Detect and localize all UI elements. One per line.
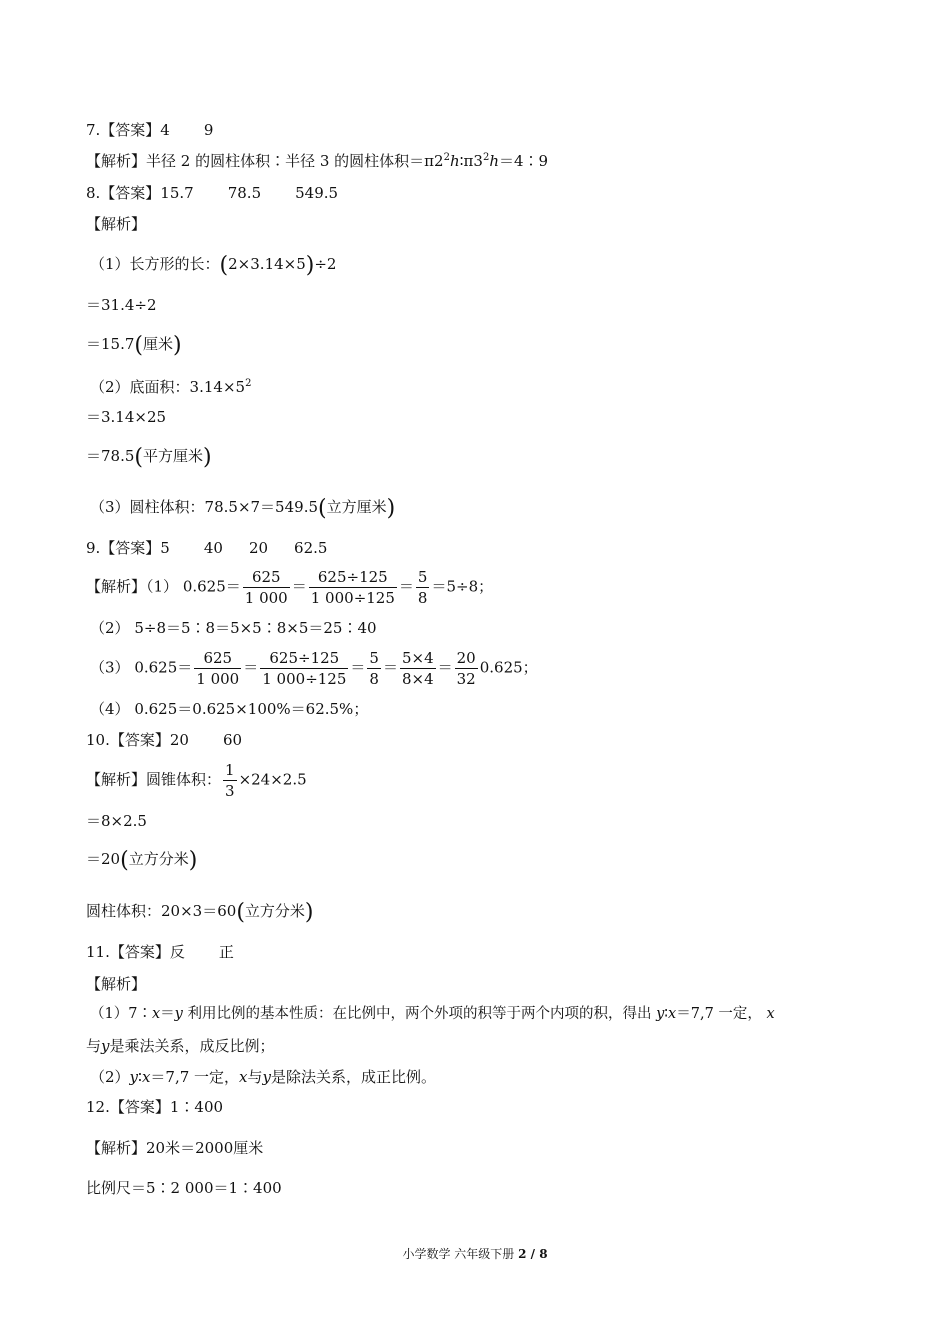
q11-l1-b: ＝ xyxy=(160,1006,175,1022)
q9-l3-f5n: 20 xyxy=(456,649,476,667)
q8-s3-label: （3）圆柱体积： xyxy=(90,498,205,516)
q7-answer-1: 7.【答案】4 xyxy=(86,121,170,139)
q9-l3-eq3: ＝ xyxy=(382,658,398,677)
q8-s2-unit: 平方厘米 xyxy=(143,447,204,465)
footer-title: 小学数学 六年级下册 xyxy=(402,1247,515,1261)
q8-s1-step3-val: ＝15.7 xyxy=(86,335,135,353)
q11-l3-d: 与 xyxy=(247,1068,263,1086)
q8-s2-exp: 2 xyxy=(245,378,252,389)
q11-l1-c: 利用比例的基本性质：在比例中，两个外项的积等于两个内项的积，得出 xyxy=(182,1006,657,1022)
q11-l3-e: 是除法关系，成正比例。 xyxy=(271,1068,437,1086)
q11-l3-x2: x xyxy=(239,1068,248,1086)
q10-answer-2: 60 xyxy=(222,731,243,749)
q9-l3-frac1 xyxy=(194,648,241,689)
q9-l3-f1d: 1 000 xyxy=(196,670,240,688)
q9-l1-tail: ＝5÷8； xyxy=(431,577,494,596)
q11-l3-x: x xyxy=(141,1068,151,1086)
q9-answer-3: 20 xyxy=(248,539,269,557)
q11-l1-x2: x xyxy=(668,1006,677,1022)
q11-l3-c: ＝7,7 一定， xyxy=(150,1068,240,1086)
q9-l3-tail: 0.625； xyxy=(479,658,538,677)
q7-h1: h xyxy=(449,152,460,170)
q11-l2-a: 与 xyxy=(86,1037,102,1055)
q10-line4: 圆柱体积：20×3＝60(立方分米) xyxy=(86,900,314,925)
q11-line1 xyxy=(90,1004,775,1024)
q9-line2 xyxy=(90,618,377,638)
q8-s2-step3: ＝78.5(平方厘米) xyxy=(86,445,212,470)
q11-l1-e: ＝7,7 一定， xyxy=(676,1006,762,1022)
q8-analysis-head: 【解析】 xyxy=(86,215,147,233)
q9-l3-f4d: 8×4 xyxy=(401,670,434,688)
q10-l1-label: 【解析】圆锥体积： xyxy=(86,770,222,789)
q9-l1-f1d: 1 000 xyxy=(244,589,288,607)
q8-s2-step2: ＝3.14×25 xyxy=(86,408,167,426)
q9-l2-label: （2） xyxy=(90,619,130,637)
q10-answer xyxy=(86,730,242,750)
q9-l3-f4n: 5×4 xyxy=(401,649,434,667)
q8-s3-unit: 立方厘米 xyxy=(326,498,387,516)
q9-l4-expr: 0.625＝0.625×100%＝62.5%； xyxy=(134,700,369,718)
q9-l3-f2d: 1 000÷125 xyxy=(262,670,347,688)
q8-s3-expr: 78.5×7＝549.5 xyxy=(204,498,318,516)
q10-line1 xyxy=(86,760,307,801)
q7-answer xyxy=(86,120,213,140)
q11-l1-y: y xyxy=(174,1006,183,1022)
q11-answer-2: 正 xyxy=(218,943,234,961)
q8-s1-step2: ＝31.4÷2 xyxy=(86,296,157,314)
q8-s2-label: （2）底面积： xyxy=(90,378,190,396)
q9-l4-label: （4） xyxy=(90,700,130,718)
q9-l1-frac2 xyxy=(309,567,397,608)
q11-l3-y: y xyxy=(129,1068,139,1086)
q9-l3-frac4 xyxy=(400,648,436,689)
q9-l3-eq2: ＝ xyxy=(350,658,366,677)
q10-l4-unit: 立方分米 xyxy=(244,902,305,920)
q11-l1-x: x xyxy=(151,1006,161,1022)
q7-h2: h xyxy=(489,152,499,170)
q8-s2-step3-val: ＝78.5 xyxy=(86,447,135,465)
q11-l1-x3: x xyxy=(766,1006,775,1022)
q11-analysis-head: 【解析】 xyxy=(86,975,147,993)
q8-step1: （1）长方形的长：(2×3.14×5)÷2 xyxy=(90,253,337,278)
q9-line1 xyxy=(86,567,493,608)
q9-l1-f2n: 625÷125 xyxy=(309,567,397,588)
q7-ratio-sep: ∶π3 xyxy=(459,152,483,170)
q8-s1-unit: 厘米 xyxy=(143,335,174,353)
q9-l3-f3n: 5 xyxy=(369,649,379,667)
q12-answer: 12.【答案】1∶400 xyxy=(86,1098,224,1116)
q9-l1-a: 0.625＝ xyxy=(182,577,241,596)
q8-s1-expr: 2×3.14×5 xyxy=(228,255,306,273)
page-footer xyxy=(0,1246,950,1262)
q10-l4-expr: 20×3＝60 xyxy=(161,902,237,920)
q9-l1-eq2: ＝ xyxy=(398,577,414,596)
q9-l3-label: （3） xyxy=(90,658,130,677)
q8-answer-2: 78.5 xyxy=(227,184,262,202)
q7-exp2: 2 xyxy=(482,152,490,163)
footer-page-number: 2 / 8 xyxy=(518,1247,548,1261)
q8-s2-expr: 3.14×5 xyxy=(189,378,246,396)
q10-l1-frac xyxy=(223,760,237,801)
q8-step2 xyxy=(90,377,251,397)
q9-l3-eq1: ＝ xyxy=(243,658,259,677)
q8-answer xyxy=(86,183,338,203)
q9-answer xyxy=(86,538,327,558)
q11-l2-y: y xyxy=(101,1037,110,1055)
q9-answer-1: 9.【答案】5 xyxy=(86,539,170,557)
q10-answer-1: 10.【答案】20 xyxy=(86,731,189,749)
q10-l1-fn: 1 xyxy=(225,761,235,779)
q7-exp1: 2 xyxy=(443,152,450,163)
q7-analysis-text: 【解析】半径 2 的圆柱体积∶半径 3 的圆柱体积＝π2 xyxy=(86,152,444,170)
q11-l3-a: （2） xyxy=(90,1068,130,1086)
q9-l3-frac3 xyxy=(367,648,381,689)
q11-l1-y2: y xyxy=(656,1006,665,1022)
q11-l1-a: （1）7∶ xyxy=(90,1006,152,1022)
q9-l1-eq1: ＝ xyxy=(291,577,307,596)
q12-line2: 比例尺＝5∶2 000＝1∶400 xyxy=(86,1179,282,1197)
q7-analysis xyxy=(86,151,548,171)
q11-l1-d: ∶ xyxy=(664,1006,669,1022)
q11-l3-y2: y xyxy=(262,1068,271,1086)
q8-s1-step3: ＝15.7(厘米) xyxy=(86,333,182,358)
q7-answer-2: 9 xyxy=(203,121,214,139)
q12-line1: 【解析】20米＝2000厘米 xyxy=(86,1139,264,1157)
q11-l3-b: ∶ xyxy=(138,1068,142,1086)
q9-l1-f3n: 5 xyxy=(417,568,428,586)
q8-answer-1: 8.【答案】15.7 xyxy=(86,184,194,202)
q8-step3: （3）圆柱体积：78.5×7＝549.5(立方厘米) xyxy=(90,496,396,521)
q11-answer xyxy=(86,942,234,962)
q9-l3-frac2 xyxy=(260,648,348,689)
q9-l1-frac1 xyxy=(243,567,290,608)
q9-line4 xyxy=(90,699,368,719)
q9-l3-frac5 xyxy=(455,648,478,689)
q9-l1-frac3 xyxy=(416,567,430,608)
q9-l3-f3d: 8 xyxy=(369,670,379,688)
q11-line3 xyxy=(90,1067,436,1087)
q9-l3-f2n: 625÷125 xyxy=(260,648,348,669)
q10-line3: ＝20(立方分米) xyxy=(86,848,198,873)
q9-answer-4: 62.5 xyxy=(294,539,328,557)
q10-l4-label: 圆柱体积： xyxy=(86,902,162,920)
q10-l1-tail: ×24×2.5 xyxy=(238,770,307,789)
q7-result: ＝4∶9 xyxy=(498,152,549,170)
q10-l3-val: ＝20 xyxy=(86,850,121,868)
q9-answer-2: 40 xyxy=(203,539,223,557)
q9-l1-label: 【解析】（1） xyxy=(86,577,179,596)
q10-l3-unit: 立方分米 xyxy=(128,850,189,868)
q9-line3 xyxy=(90,648,538,689)
q9-l3-f5d: 32 xyxy=(456,670,476,688)
q9-l3-eq4: ＝ xyxy=(437,658,453,677)
q8-s1-tail: ÷2 xyxy=(314,255,337,273)
q8-answer-3: 549.5 xyxy=(295,184,339,202)
q9-l1-f2d: 1 000÷125 xyxy=(310,589,395,607)
q9-l1-f1n: 625 xyxy=(243,567,290,588)
q9-l3-f1n: 625 xyxy=(194,648,241,669)
q9-l2-expr: 5÷8＝5∶8＝5×5∶8×5＝25∶40 xyxy=(134,619,377,637)
q9-l3-a: 0.625＝ xyxy=(134,658,193,677)
q11-line2 xyxy=(86,1036,275,1056)
q11-l2-b: 是乘法关系，成反比例； xyxy=(109,1037,275,1055)
q10-l1-fd: 3 xyxy=(225,782,235,800)
q8-s1-label: （1）长方形的长： xyxy=(90,255,220,273)
q9-l1-f3d: 8 xyxy=(417,589,428,607)
q11-answer-1: 11.【答案】反 xyxy=(86,943,185,961)
q10-line2: ＝8×2.5 xyxy=(86,812,147,830)
